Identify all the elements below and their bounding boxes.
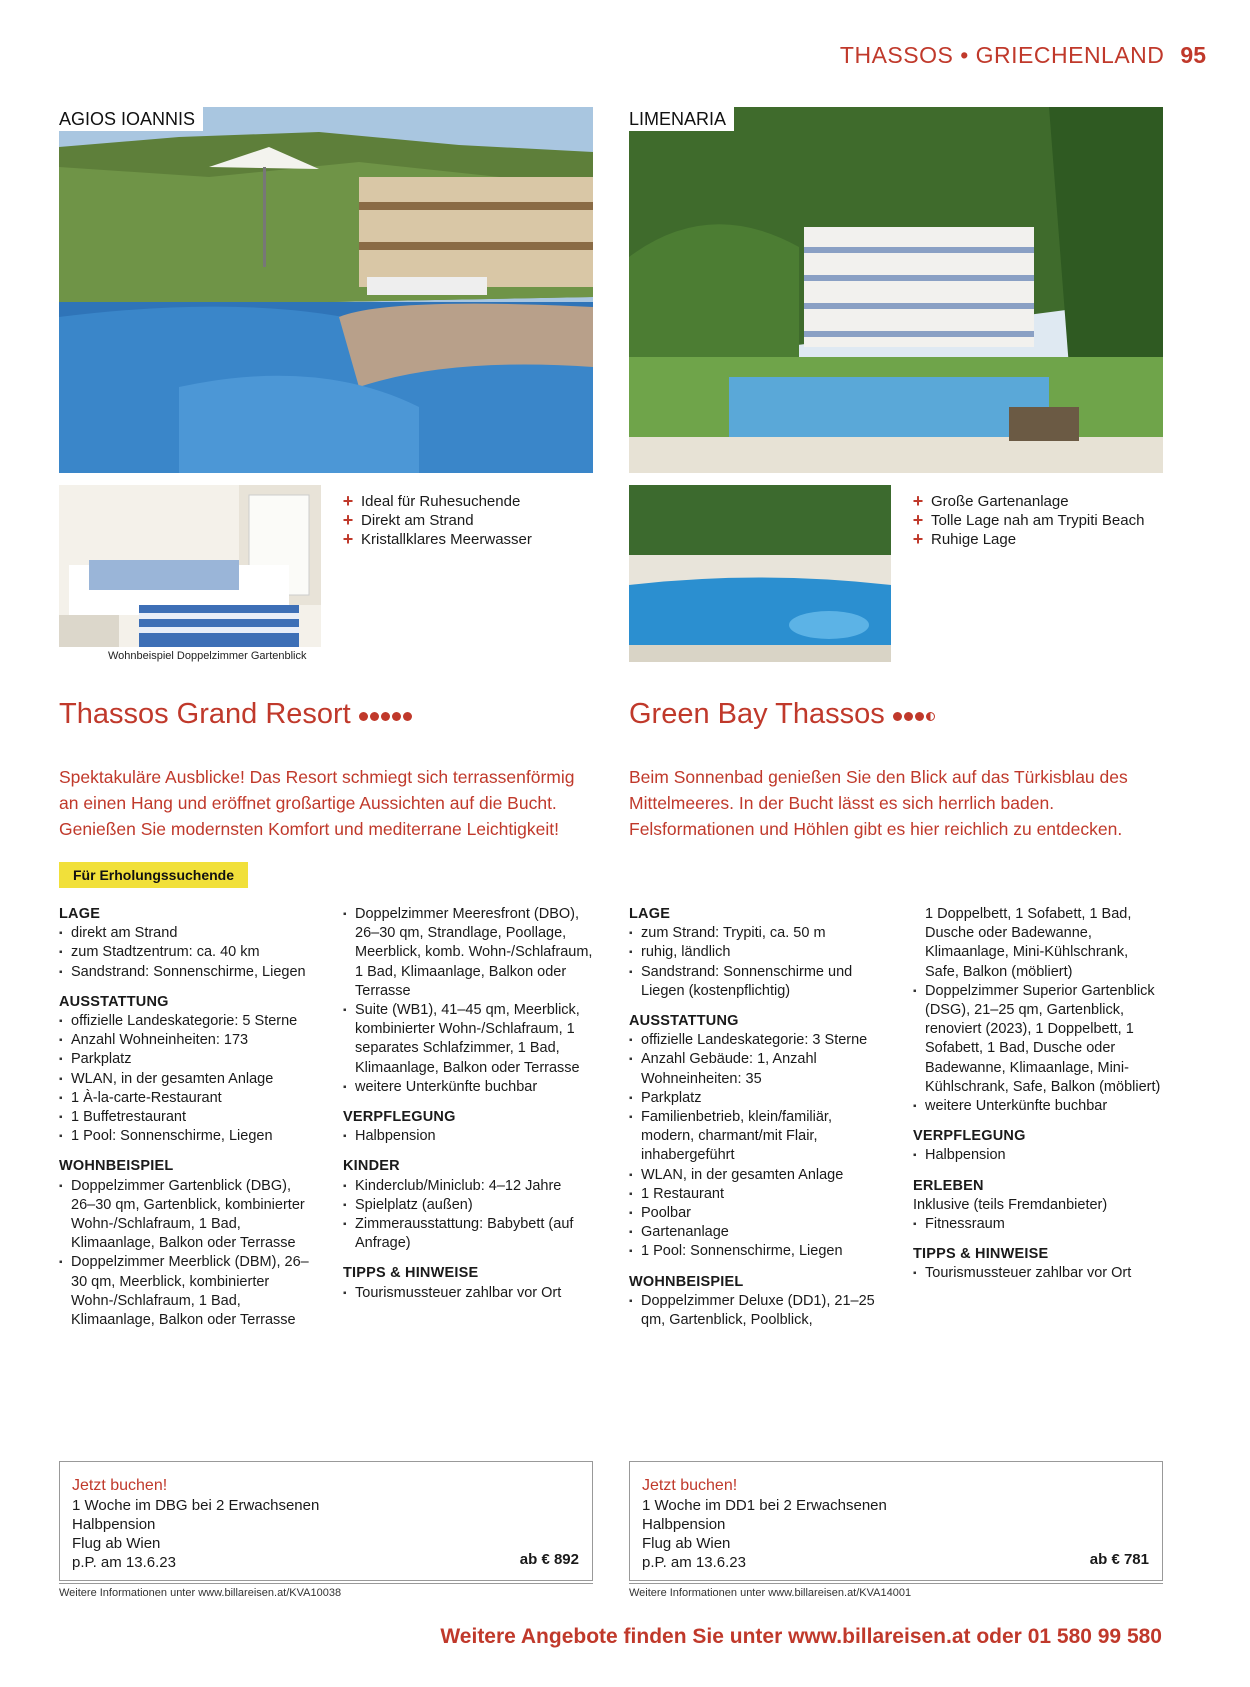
section-heading: AUSSTATTUNG xyxy=(59,993,169,1010)
detail-item: ▪ Sandstrand: Sonnenschirme, Liegen xyxy=(59,963,309,982)
location-label: LIMENARIA xyxy=(629,107,734,131)
rating-dot xyxy=(904,712,913,721)
detail-item: ▪ 1 Buffetrestaurant xyxy=(59,1108,309,1127)
plus-icon: + xyxy=(912,510,924,530)
section-heading: KINDER xyxy=(343,1158,400,1175)
pool-photo xyxy=(629,485,891,662)
detail-item: ▪ Parkplatz xyxy=(59,1050,309,1069)
page-number: 95 xyxy=(1180,41,1206,68)
hotel-hero-photo xyxy=(59,107,593,473)
detail-item: ▪ Sandstrand: Sonnenschirme und Liegen (kostenpflichtig) xyxy=(629,963,879,1001)
rating-dot xyxy=(893,712,902,721)
highlights-list xyxy=(341,492,532,549)
detail-item: ▪ Fitnessraum xyxy=(913,1215,1163,1234)
booking-line: Flug ab Wien xyxy=(72,1535,161,1552)
pool-thumbnail xyxy=(629,485,891,662)
section-heading: AUSSTATTUNG xyxy=(629,1013,739,1030)
detail-item: ▪ Familienbetrieb, klein/familiär, modern, charmant/mit Flair, inhabergeführt xyxy=(629,1108,879,1166)
resort-pool-photo xyxy=(59,107,593,473)
detail-item: ▪ zum Stadtzentrum: ca. 40 km xyxy=(59,943,309,962)
section-heading: ERLEBEN xyxy=(913,1177,984,1194)
region-title: THASSOS • GRIECHENLAND xyxy=(839,41,1165,68)
booking-line: Halbpension xyxy=(642,1516,726,1533)
room-photo xyxy=(59,485,321,647)
price: ab € 892 xyxy=(519,1551,579,1568)
hotel-card-green-bay-thassos xyxy=(629,0,1163,1687)
detail-item: ▪ WLAN, in der gesamten Anlage xyxy=(629,1166,879,1185)
detail-item: ▪ 1 Pool: Sonnenschirme, Liegen xyxy=(629,1242,879,1261)
section-heading: TIPPS & HINWEISE xyxy=(913,1246,1049,1263)
price: ab € 781 xyxy=(1089,1551,1149,1568)
section-heading: LAGE xyxy=(629,906,671,922)
plus-icon: + xyxy=(912,491,924,511)
rating-dot xyxy=(403,712,412,721)
rating-dots xyxy=(359,712,412,721)
booking-line: p.P. am 13.6.23 xyxy=(642,1554,746,1571)
detail-item: ▪ direkt am Strand xyxy=(59,924,309,943)
rating-dot xyxy=(915,712,924,721)
more-info-link[interactable]: Weitere Informationen unter www.billareisen.at/KVA14001 xyxy=(629,1583,1163,1599)
detail-item: ▪ ruhig, ländlich xyxy=(629,943,879,962)
room-thumbnail xyxy=(59,485,321,647)
section-heading: WOHNBEISPIEL xyxy=(59,1158,174,1175)
detail-item: ▪ Halbpension xyxy=(913,1146,1163,1165)
detail-item: ▪ Halbpension xyxy=(343,1127,593,1146)
detail-item: ▪ Doppelzimmer Deluxe (DD1), 21–25 qm, Gartenblick, Poolblick, xyxy=(629,1292,879,1330)
booking-line: 1 Woche im DBG bei 2 Erwachsenen xyxy=(72,1497,320,1514)
details-column-1 xyxy=(59,905,309,1330)
detail-item-continued: 1 Doppelbett, 1 Sofabett, 1 Bad, Dusche oder Badewanne, Klimaanlage, Mini-Kühlschrank, Safe, Balkon (möbliert) xyxy=(925,906,1132,980)
hotel-title-row xyxy=(59,698,412,731)
detail-item: ▪ weitere Unterkünfte buchbar xyxy=(343,1078,593,1097)
booking-line: 1 Woche im DD1 bei 2 Erwachsenen xyxy=(642,1497,887,1514)
detail-item: ▪ Anzahl Wohneinheiten: 173 xyxy=(59,1031,309,1050)
highlights-list xyxy=(911,492,1144,549)
hotel-building-photo xyxy=(629,107,1163,473)
booking-box[interactable] xyxy=(629,1461,1163,1581)
booking-line: p.P. am 13.6.23 xyxy=(72,1554,176,1571)
details-column-2 xyxy=(913,905,1163,1284)
hotel-lead-text: Spektakuläre Ausblicke! Das Resort schmiegt sich terrassenförmig an einen Hang und eröffnet großartige Aussichten auf die Bucht. Genießen Sie modernsten Komfort und mediterrane Leichtigkeit! xyxy=(59,767,575,839)
detail-item: ▪ Kinderclub/Miniclub: 4–12 Jahre xyxy=(343,1177,593,1196)
detail-item: ▪ weitere Unterkünfte buchbar xyxy=(913,1097,1163,1116)
highlight-item: + Kristallklares Meerwasser xyxy=(342,529,532,549)
rating-dot xyxy=(381,712,390,721)
hotel-title: Green Bay Thassos xyxy=(629,698,885,730)
thumbnail-caption: Wohnbeispiel Doppelzimmer Gartenblick xyxy=(105,649,310,663)
detail-item: ▪ Anzahl Gebäude: 1, Anzahl Wohneinheiten: 35 xyxy=(629,1050,879,1088)
detail-item: ▪ Doppelzimmer Gartenblick (DBG), 26–30 qm, Gartenblick, kombinierter Wohn-/Schlafraum, 1 Bad, Klimaanlage, Balkon oder Terrasse xyxy=(59,1177,309,1254)
detail-item: ▪ Doppelzimmer Meeresfront (DBO), 26–30 qm, Strandlage, Poollage, Meerblick, komb. Wohn-/Schlafraum, 1 Bad, Klimaanlage, Balkon oder Terrasse xyxy=(343,905,593,1001)
booking-box[interactable] xyxy=(59,1461,593,1581)
plus-icon: + xyxy=(342,529,354,549)
hotel-hero-photo xyxy=(629,107,1163,473)
highlight-item: + Ideal für Ruhesuchende xyxy=(342,491,521,511)
plus-icon: + xyxy=(342,510,354,530)
detail-item: ▪ Doppelzimmer Meerblick (DBM), 26–30 qm, Meerblick, kombinierter Wohn-/Schlafraum, 1 Bad, Klimaanlage, Balkon oder Terrasse xyxy=(59,1253,309,1330)
more-info-link[interactable]: Weitere Informationen unter www.billareisen.at/KVA10038 xyxy=(59,1583,593,1599)
highlight-item: + Ruhige Lage xyxy=(912,529,1017,549)
audience-tag: Für Erholungssuchende xyxy=(59,862,248,888)
book-now-label[interactable]: Jetzt buchen! xyxy=(642,1477,738,1494)
detail-item: ▪ Suite (WB1), 41–45 qm, Meerblick, kombinierter Wohn-/Schlafraum, 1 separates Schlafzimmer, 1 Bad, Klimaanlage, Balkon oder Terrasse xyxy=(343,1001,593,1078)
rating-dot xyxy=(392,712,401,721)
section-heading: TIPPS & HINWEISE xyxy=(343,1265,479,1282)
section-heading: WOHNBEISPIEL xyxy=(629,1273,744,1290)
detail-item: ▪ Tourismussteuer zahlbar vor Ort xyxy=(913,1264,1163,1283)
rating-dot xyxy=(359,712,368,721)
location-label: AGIOS IOANNIS xyxy=(59,107,203,131)
detail-item: ▪ WLAN, in der gesamten Anlage xyxy=(59,1070,309,1089)
detail-item: ▪ Parkplatz xyxy=(629,1089,879,1108)
details-column-1 xyxy=(629,905,879,1330)
footer-offer-text[interactable]: Weitere Angebote finden Sie unter www.billareisen.at oder 01 580 99 580 xyxy=(440,1625,1162,1648)
section-heading: LAGE xyxy=(59,906,101,922)
rating-dots xyxy=(893,712,935,721)
booking-line: Halbpension xyxy=(72,1516,156,1533)
rating-half-dot xyxy=(926,712,935,721)
hotel-title: Thassos Grand Resort xyxy=(59,698,351,730)
section-heading: VERPFLEGUNG xyxy=(913,1128,1026,1145)
detail-item: ▪ zum Strand: Trypiti, ca. 50 m xyxy=(629,924,879,943)
detail-item: ▪ offizielle Landeskategorie: 3 Sterne xyxy=(629,1031,879,1050)
detail-item: ▪ 1 À-la-carte-Restaurant xyxy=(59,1089,309,1108)
book-now-label[interactable]: Jetzt buchen! xyxy=(72,1477,168,1494)
detail-item: ▪ Doppelzimmer Superior Gartenblick (DSG), 21–25 qm, Gartenblick, renoviert (2023), 1 Doppelbett, 1 Sofabett, 1 Bad, Dusche oder Badewanne, Klimaanlage, Mini-Kühlschrank, Safe, Balkon (möbliert) xyxy=(913,982,1163,1097)
detail-item: ▪ Tourismussteuer zahlbar vor Ort xyxy=(343,1284,593,1303)
booking-line: Flug ab Wien xyxy=(642,1535,731,1552)
hotel-lead-text: Beim Sonnenbad genießen Sie den Blick auf das Türkisblau des Mittelmeeres. In der Bucht lässt es sich herrlich baden. Felsformationen und Höhlen gibt es hier reichlich zu entdecken. xyxy=(629,767,1128,839)
highlight-item: + Tolle Lage nah am Trypiti Beach xyxy=(912,510,1145,530)
rating-dot xyxy=(370,712,379,721)
detail-item: ▪ 1 Restaurant xyxy=(629,1185,879,1204)
highlight-item: + Direkt am Strand xyxy=(342,510,474,530)
highlight-item: + Große Gartenanlage xyxy=(912,491,1069,511)
hotel-title-row xyxy=(629,698,935,731)
detail-item: ▪ Zimmerausstattung: Babybett (auf Anfrage) xyxy=(343,1215,593,1253)
plus-icon: + xyxy=(912,529,924,549)
detail-item: ▪ Spielplatz (außen) xyxy=(343,1196,593,1215)
detail-item: ▪ offizielle Landeskategorie: 5 Sterne xyxy=(59,1012,309,1031)
details-column-2 xyxy=(343,905,593,1303)
section-heading: VERPFLEGUNG xyxy=(343,1109,456,1126)
detail-item: ▪ 1 Pool: Sonnenschirme, Liegen xyxy=(59,1127,309,1146)
hotel-card-thassos-grand-resort xyxy=(59,0,593,1687)
detail-item: ▪ Poolbar xyxy=(629,1204,879,1223)
detail-item: ▪ Gartenanlage xyxy=(629,1223,879,1242)
plus-icon: + xyxy=(342,491,354,511)
section-subtext: Inklusive (teils Fremdanbieter) xyxy=(913,1196,1108,1213)
